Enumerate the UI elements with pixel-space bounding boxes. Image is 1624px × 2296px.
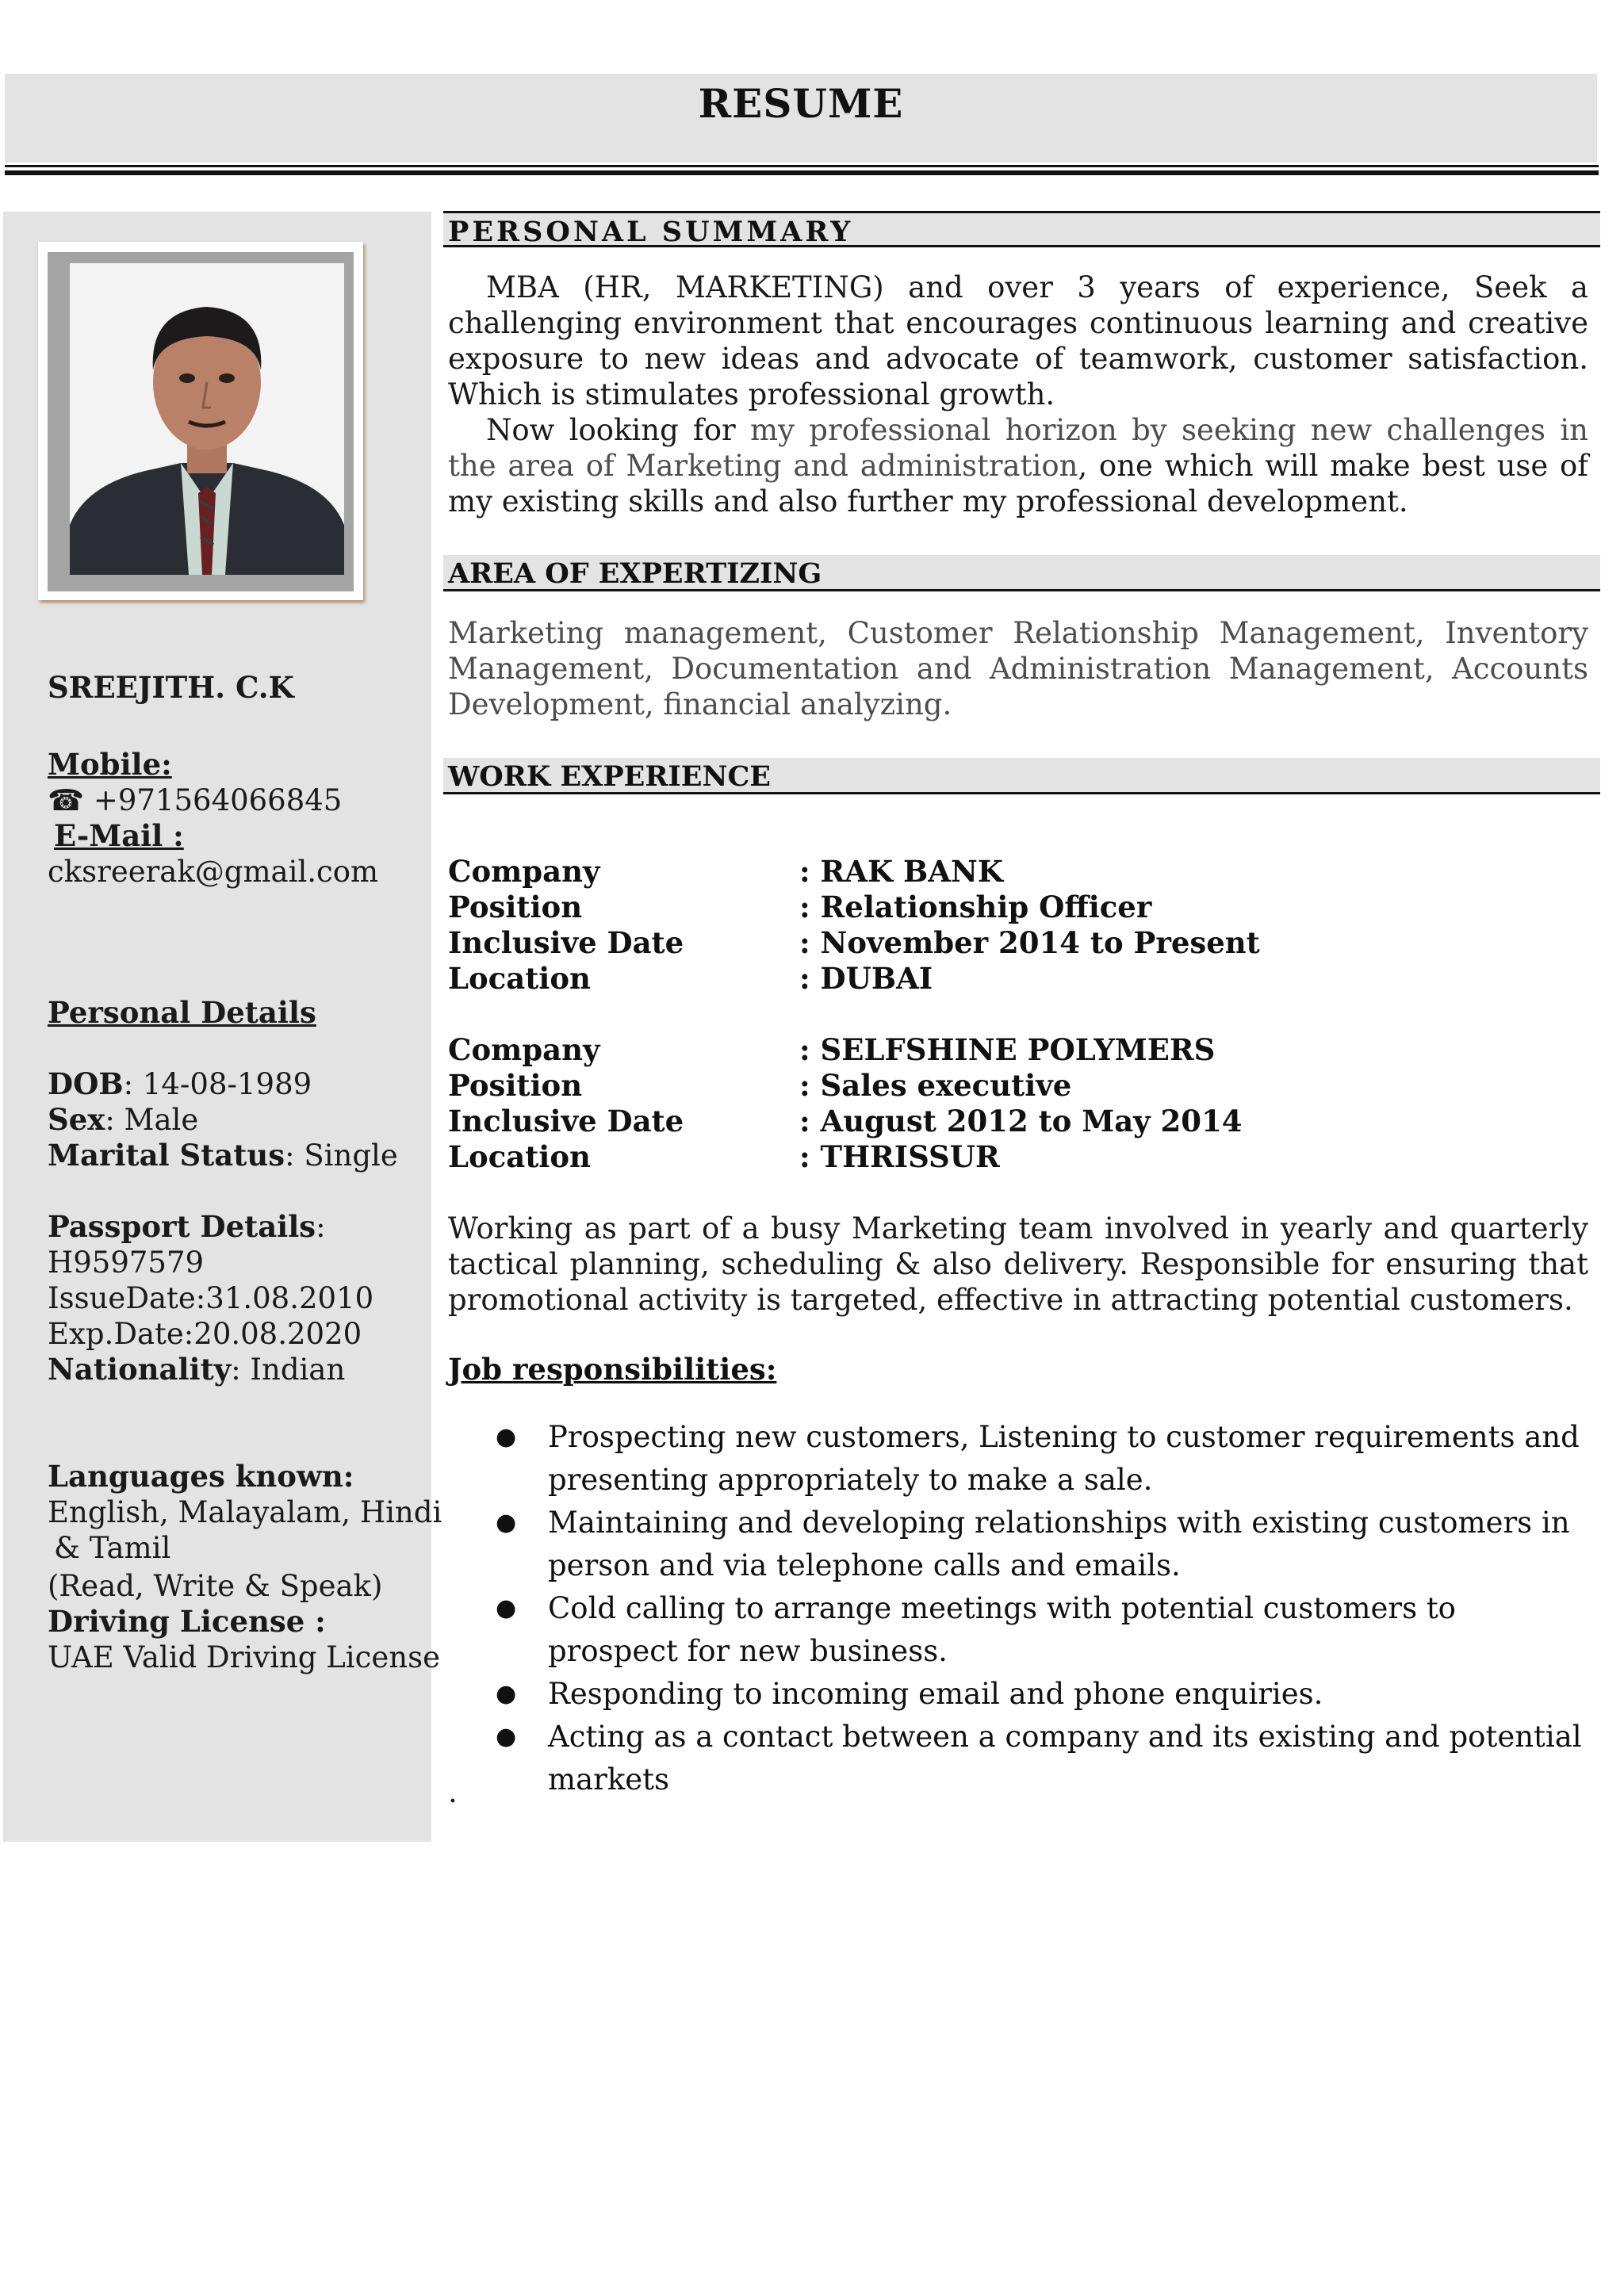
job-2-position-label: Position	[448, 1068, 583, 1103]
passport-label: Passport Details:	[48, 1209, 326, 1244]
job-1-company-label: Company	[448, 854, 600, 889]
passport-exp-date: Exp.Date:20.08.2020	[48, 1317, 362, 1351]
responsibilities-list	[448, 1416, 1590, 1801]
nationality-line: Nationality: Indian	[48, 1352, 346, 1387]
job-1-company: : RAK BANK	[799, 854, 1003, 889]
section-heading-expertise: AREA OF EXPERTIZING	[443, 555, 1600, 591]
job-2-date-label: Inclusive Date	[448, 1104, 684, 1138]
job-2-location: : THRISSUR	[799, 1139, 1000, 1174]
job-responsibilities-label: Job responsibilities:	[448, 1352, 777, 1387]
work-description: Working as part of a busy Marketing team involved in yearly and quarterly tactical planning, scheduling & also delivery. Responsible for ensuring that promotional activity is targeted, effective in attracting potential customers.	[448, 1211, 1588, 1317]
languages-line-1: English, Malayalam, Hindi	[48, 1495, 442, 1529]
portrait-illustration	[70, 263, 344, 575]
driving-license-value: UAE Valid Driving License	[48, 1640, 440, 1674]
section-heading-personal-summary: PERSONAL SUMMARY	[443, 211, 1600, 247]
languages-line-3: (Read, Write & Speak)	[48, 1569, 383, 1603]
job-2-company: : SELFSHINE POLYMERS	[799, 1032, 1216, 1067]
passport-number: H9597579	[48, 1246, 205, 1280]
job-1-location-label: Location	[448, 961, 591, 996]
job-1-date-label: Inclusive Date	[448, 925, 684, 960]
summary-paragraph-1: MBA (HR, MARKETING) and over 3 years of experience, Seek a challenging environment that encourages continuous learning and creative exposure to new ideas and advocate of teamwork, customer satisfaction. Which is stimulates professional growth.	[448, 270, 1588, 411]
trailing-mark: .	[448, 1775, 458, 1809]
phone-line	[48, 783, 342, 818]
title-band	[5, 74, 1597, 163]
languages-line-2: & Tamil	[54, 1531, 171, 1565]
job-1-position: : Relationship Officer	[799, 890, 1152, 924]
job-2-location-label: Location	[448, 1139, 591, 1174]
job-2-company-label: Company	[448, 1032, 600, 1067]
passport-issue-date: IssueDate:31.08.2010	[48, 1281, 374, 1315]
list-item: ● Acting as a contact between a company and its existing and potential markets	[496, 1720, 1582, 1797]
candidate-name: SREEJITH. C.K	[48, 670, 294, 705]
job-2-date: : August 2012 to May 2014	[799, 1104, 1243, 1138]
job-1-position-label: Position	[448, 890, 583, 924]
job-1-location: : DUBAI	[799, 961, 933, 996]
list-item: ● Prospecting new customers, Listening to customer requirements and presenting appropriately to make a sale.	[496, 1420, 1580, 1497]
personal-details-label: Personal Details	[48, 995, 316, 1030]
driving-license-label: Driving License :	[48, 1604, 326, 1639]
job-2-position: : Sales executive	[799, 1068, 1072, 1103]
profile-photo	[70, 263, 344, 575]
section-heading-work-experience: WORK EXPERIENCE	[443, 758, 1600, 794]
list-item: ● Cold calling to arrange meetings with potential customers to prospect for new business.	[496, 1591, 1456, 1668]
phone-icon: ☎	[48, 783, 85, 817]
email-address: cksreerak@gmail.com	[48, 855, 379, 889]
expertise-text: Marketing management, Customer Relationship Management, Inventory Management, Documentation and Administration Management, Accounts Development, financial analyzing.	[448, 616, 1588, 721]
job-1-date: : November 2014 to Present	[799, 925, 1260, 960]
title-rule-thin	[5, 165, 1599, 167]
list-item: ● Maintaining and developing relationships with existing customers in person and via telephone calls and emails.	[496, 1506, 1570, 1582]
sex-line: Sex: Male	[48, 1102, 199, 1137]
email-label: E-Mail :	[54, 818, 184, 853]
list-item: ● Responding to incoming email and phone enquiries.	[496, 1677, 1323, 1711]
summary-paragraph-2: Now looking for my professional horizon by seeking new challenges in the area of Marketing and administration, one which will make best use of my existing skills and also further my professional development.	[448, 413, 1588, 519]
title-rule-thick	[5, 170, 1599, 175]
mobile-label: Mobile:	[48, 747, 172, 782]
marital-line: Marital Status: Single	[48, 1138, 398, 1173]
phone-number: +971564066845	[93, 783, 343, 817]
page-title: RESUME	[698, 80, 904, 127]
dob-line: DOB: 14-08-1989	[48, 1066, 312, 1101]
languages-label: Languages known:	[48, 1459, 354, 1494]
